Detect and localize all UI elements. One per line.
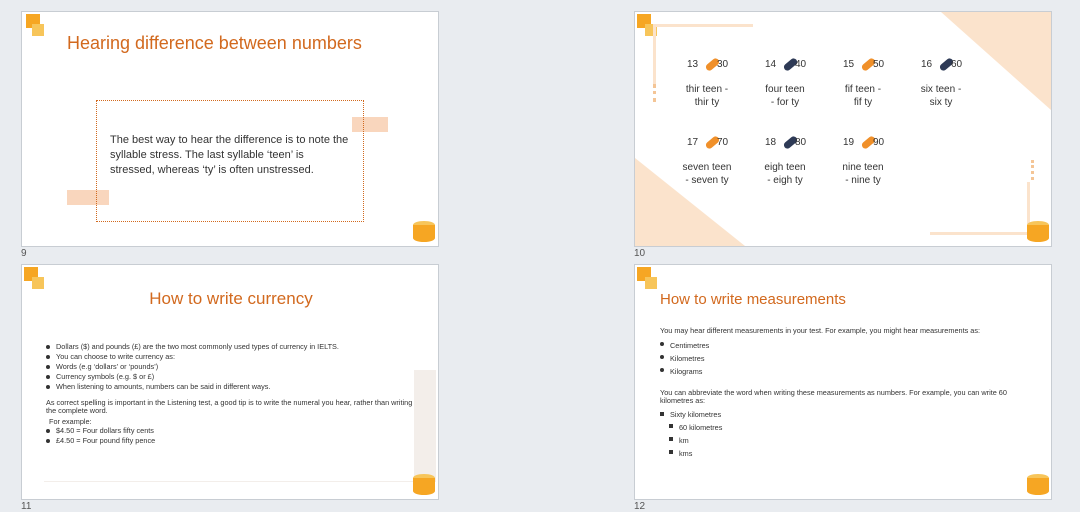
content (46, 342, 418, 446)
number-pair (675, 60, 755, 130)
coin-stack-icon (412, 473, 436, 495)
pronunciation: seven teen - seven ty (682, 162, 732, 186)
decor-dots (1031, 160, 1037, 180)
number-ty: 40 (795, 59, 807, 70)
list-item: Kilograms (660, 365, 1032, 378)
number-teen: 18 (765, 137, 777, 148)
coin-stack-icon (1026, 473, 1050, 495)
decor-square (645, 277, 657, 289)
content (660, 327, 1032, 460)
slide-number: 11 (21, 501, 32, 512)
number-teen: 19 (843, 137, 855, 148)
slide-10[interactable] (634, 11, 1052, 247)
list-item: You can choose to write currency as: (46, 352, 418, 362)
slide-title: How to write currency (149, 289, 313, 308)
pronunciation: fif teen - fif ty (844, 84, 882, 108)
list-item: Centimetres (660, 339, 1032, 352)
decor-line (653, 24, 753, 27)
number-pair (909, 60, 989, 130)
list-item: £4.50 = Four pound fifty pence (46, 436, 418, 446)
number-teen: 16 (921, 59, 933, 70)
list-head: Sixty kilometres (660, 409, 1032, 421)
slide-title: How to write measurements (660, 291, 846, 308)
number-teen: 15 (843, 59, 855, 70)
list-item: Currency symbols (e.g. $ or £) (46, 372, 418, 382)
decor-square (32, 24, 44, 36)
slide-number: 12 (634, 501, 646, 512)
number-pair (675, 138, 755, 208)
slide-11[interactable] (21, 264, 439, 500)
number-teen: 13 (687, 59, 699, 70)
list-item: 60 kilometres (669, 421, 1032, 434)
slide-number: 10 (634, 248, 646, 259)
slide-number: 9 (21, 248, 27, 259)
list-item: Dollars ($) and pounds (£) are the two most commonly used types of currency in IELTS. (46, 342, 418, 352)
number-pair (831, 60, 911, 130)
list-item: When listening to amounts, numbers can be said in different ways. (46, 382, 418, 392)
list-item: Words (e.g ‘dollars’ or ‘pounds’) (46, 362, 418, 372)
number-ty: 80 (795, 137, 807, 148)
decor-line (930, 232, 1030, 235)
pronunciation: eigh teen - eigh ty (764, 162, 806, 186)
number-ty: 70 (717, 137, 729, 148)
number-ty: 50 (873, 59, 885, 70)
list-item: km (669, 434, 1032, 447)
number-teen: 14 (765, 59, 777, 70)
pronunciation: thir teen - thir ty (685, 84, 729, 108)
list-item: kms (669, 447, 1032, 460)
slide-12[interactable] (634, 264, 1052, 500)
paragraph: As correct spelling is important in the Listening test, a good tip is to write the numeral you hear, rather than writing the complete word. (46, 398, 413, 415)
decor-dots (653, 84, 659, 102)
coin-stack-icon (412, 220, 436, 242)
decor-square (32, 277, 44, 289)
list-item: Kilometres (660, 352, 1032, 365)
pronunciation: nine teen - nine ty (842, 162, 884, 186)
intro: You may hear different measurements in your test. For example, you might hear measurements as: (660, 326, 981, 335)
number-pair (753, 60, 833, 130)
paragraph: You can abbreviate the word when writing these measurements as numbers. For example, you can write 60 kilometres as: (660, 388, 1007, 405)
decor-line (653, 24, 656, 84)
pronunciation: four teen - for ty (765, 84, 805, 108)
number-ty: 90 (873, 137, 885, 148)
coin-stack-icon (1026, 220, 1050, 242)
example-label: For example: (49, 417, 92, 426)
pronunciation: six teen - six ty (920, 84, 962, 108)
number-pair (831, 138, 911, 208)
number-ty: 60 (951, 59, 963, 70)
number-pair (753, 138, 833, 208)
body-text: The best way to hear the difference is to note the syllable stress. The last syllable ‘teen’ is stressed, whereas ‘ty’ is often unstressed. (110, 134, 349, 176)
slide-9[interactable] (21, 11, 439, 247)
slide-title: Hearing difference between numbers (67, 33, 362, 53)
number-teen: 17 (687, 137, 699, 148)
list-item: $4.50 = Four dollars fifty cents (46, 426, 418, 436)
number-ty: 30 (717, 59, 729, 70)
